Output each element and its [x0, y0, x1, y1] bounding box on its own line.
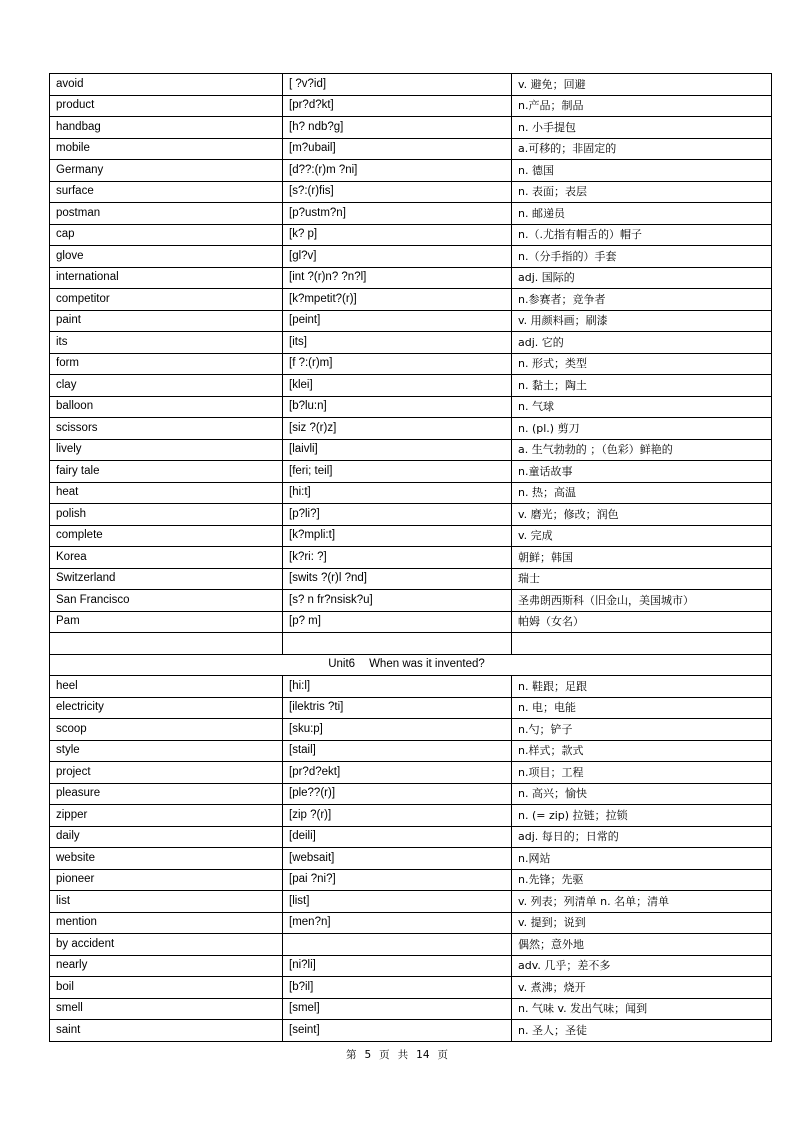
meaning-cell: adv. 几乎；差不多 — [512, 955, 772, 977]
meaning-cell: n. (pl.) 剪刀 — [512, 418, 772, 440]
phonetic-cell: [laivli] — [283, 439, 512, 461]
footer-di: 第 — [345, 1049, 357, 1061]
word-cell: clay — [50, 375, 283, 397]
phonetic-cell: [s? n fr?nsisk?u] — [283, 590, 512, 612]
phonetic-cell: [f ?:(r)m] — [283, 353, 512, 375]
phonetic-cell: [siz ?(r)z] — [283, 418, 512, 440]
unit-header-row — [50, 654, 772, 676]
phonetic-cell: [smel] — [283, 998, 512, 1020]
table-row — [50, 396, 772, 418]
meaning-cell: v. 避免；回避 — [512, 74, 772, 96]
table-row — [50, 310, 772, 332]
phonetic-cell: [websait] — [283, 848, 512, 870]
meaning-cell: n.网站 — [512, 848, 772, 870]
meaning-cell: adj. 它的 — [512, 332, 772, 354]
table-row — [50, 998, 772, 1020]
phonetic-cell: [ilektris ?ti] — [283, 697, 512, 719]
footer-total-pages: 14 — [416, 1049, 430, 1061]
word-cell: complete — [50, 525, 283, 547]
table-row — [50, 267, 772, 289]
word-cell: mobile — [50, 138, 283, 160]
table-row — [50, 246, 772, 268]
table-row — [50, 160, 772, 182]
phonetic-cell: [feri; teil] — [283, 461, 512, 483]
meaning-cell: a.可移的；非固定的 — [512, 138, 772, 160]
word-cell: style — [50, 740, 283, 762]
word-cell: international — [50, 267, 283, 289]
phonetic-cell: [p?ustm?n] — [283, 203, 512, 225]
meaning-cell: n.产品；制品 — [512, 95, 772, 117]
table-row — [50, 891, 772, 913]
vocabulary-table — [49, 73, 772, 1042]
phonetic-cell: [deili] — [283, 826, 512, 848]
meaning-cell: n. 气味 v. 发出气味；闻到 — [512, 998, 772, 1020]
table-row — [50, 482, 772, 504]
phonetic-cell: [zip ?(r)] — [283, 805, 512, 827]
phonetic-cell: [hi:l] — [283, 676, 512, 698]
meaning-cell: n.勺；铲子 — [512, 719, 772, 741]
meaning-cell: 偶然；意外地 — [512, 934, 772, 956]
phonetic-cell: [seint] — [283, 1020, 512, 1042]
phonetic-cell: [p?li?] — [283, 504, 512, 526]
word-cell: form — [50, 353, 283, 375]
word-cell: Pam — [50, 611, 283, 633]
table-row — [50, 783, 772, 805]
meaning-cell: v. 磨光；修改；润色 — [512, 504, 772, 526]
meaning-cell: v. 完成 — [512, 525, 772, 547]
phonetic-cell: [its] — [283, 332, 512, 354]
word-cell: website — [50, 848, 283, 870]
meaning-cell: v. 提到；说到 — [512, 912, 772, 934]
word-cell: Germany — [50, 160, 283, 182]
meaning-cell: a. 生气勃勃的 ；（色彩）鲜艳的 — [512, 439, 772, 461]
phonetic-cell: [int ?(r)n? ?n?l] — [283, 267, 512, 289]
table-row — [50, 977, 772, 999]
table-row — [50, 676, 772, 698]
footer-ye-2: 页 — [437, 1049, 449, 1061]
word-cell: paint — [50, 310, 283, 332]
word-cell: nearly — [50, 955, 283, 977]
table-row — [50, 955, 772, 977]
word-cell: its — [50, 332, 283, 354]
meaning-cell: adj. 国际的 — [512, 267, 772, 289]
meaning-cell: n.项目；工程 — [512, 762, 772, 784]
word-cell: Korea — [50, 547, 283, 569]
meaning-cell: n. 圣人；圣徒 — [512, 1020, 772, 1042]
word-cell: postman — [50, 203, 283, 225]
meaning-cell: 帕姆（女名） — [512, 611, 772, 633]
phonetic-cell: [k?mpli:t] — [283, 525, 512, 547]
phonetic-cell: [sku:p] — [283, 719, 512, 741]
word-cell: pleasure — [50, 783, 283, 805]
meaning-cell: n. 小手提包 — [512, 117, 772, 139]
table-row — [50, 848, 772, 870]
word-cell: glove — [50, 246, 283, 268]
word-cell: cap — [50, 224, 283, 246]
table-row — [50, 805, 772, 827]
table-row — [50, 224, 772, 246]
word-cell: electricity — [50, 697, 283, 719]
meaning-cell: n.童话故事 — [512, 461, 772, 483]
phonetic-cell: [ni?li] — [283, 955, 512, 977]
footer-gong: 共 — [397, 1049, 409, 1061]
meaning-cell: 圣弗朗西斯科（旧金山，美国城市） — [512, 590, 772, 612]
phonetic-cell: [stail] — [283, 740, 512, 762]
phonetic-cell: [ ?v?id] — [283, 74, 512, 96]
meaning-cell: n. 德国 — [512, 160, 772, 182]
word-cell: polish — [50, 504, 283, 526]
meaning-cell: n.（.尤指有帽舌的）帽子 — [512, 224, 772, 246]
meaning-cell: n. 表面；表层 — [512, 181, 772, 203]
table-row — [50, 289, 772, 311]
meaning-cell: n. 黏土；陶土 — [512, 375, 772, 397]
word-cell: daily — [50, 826, 283, 848]
meaning-cell: n. 形式；类型 — [512, 353, 772, 375]
empty-cell — [512, 633, 772, 655]
phonetic-cell: [m?ubail] — [283, 138, 512, 160]
table-row — [50, 912, 772, 934]
table-row — [50, 1020, 772, 1042]
word-cell: San Francisco — [50, 590, 283, 612]
word-cell: balloon — [50, 396, 283, 418]
meaning-cell: n. 鞋跟；足跟 — [512, 676, 772, 698]
meaning-cell: n. 电；电能 — [512, 697, 772, 719]
meaning-cell: n. 邮递员 — [512, 203, 772, 225]
table-row — [50, 719, 772, 741]
phonetic-cell: [pai ?ni?] — [283, 869, 512, 891]
table-row — [50, 439, 772, 461]
word-cell: boil — [50, 977, 283, 999]
phonetic-cell: [k?ri: ?] — [283, 547, 512, 569]
page-footer — [0, 1047, 794, 1062]
footer-page-number: 5 — [364, 1049, 372, 1061]
word-cell: pioneer — [50, 869, 283, 891]
meaning-cell: v. 列表；列清单 n. 名单；清单 — [512, 891, 772, 913]
empty-cell — [283, 633, 512, 655]
word-cell: smell — [50, 998, 283, 1020]
empty-row — [50, 633, 772, 655]
meaning-cell: v. 用颜料画；刷漆 — [512, 310, 772, 332]
meaning-cell: n.（分手指的）手套 — [512, 246, 772, 268]
phonetic-cell: [list] — [283, 891, 512, 913]
meaning-cell: 瑞士 — [512, 568, 772, 590]
table-row — [50, 117, 772, 139]
meaning-cell: n. (= zip) 拉链；拉锁 — [512, 805, 772, 827]
word-cell: list — [50, 891, 283, 913]
word-cell: project — [50, 762, 283, 784]
table-row — [50, 332, 772, 354]
empty-cell — [50, 633, 283, 655]
phonetic-cell: [k? p] — [283, 224, 512, 246]
meaning-cell: n. 高兴；愉快 — [512, 783, 772, 805]
word-cell: saint — [50, 1020, 283, 1042]
table-row — [50, 504, 772, 526]
word-cell: handbag — [50, 117, 283, 139]
phonetic-cell: [pr?d?ekt] — [283, 762, 512, 784]
word-cell: scoop — [50, 719, 283, 741]
meaning-cell: n. 气球 — [512, 396, 772, 418]
phonetic-cell: [s?:(r)fis] — [283, 181, 512, 203]
word-cell: heat — [50, 482, 283, 504]
phonetic-cell: [swits ?(r)l ?nd] — [283, 568, 512, 590]
phonetic-cell: [d??:(r)m ?ni] — [283, 160, 512, 182]
table-row — [50, 375, 772, 397]
table-row — [50, 138, 772, 160]
phonetic-cell: [b?lu:n] — [283, 396, 512, 418]
table-row — [50, 934, 772, 956]
meaning-cell: v. 煮沸；烧开 — [512, 977, 772, 999]
phonetic-cell: [peint] — [283, 310, 512, 332]
unit-header-cell — [50, 654, 772, 676]
table-row — [50, 826, 772, 848]
table-row — [50, 418, 772, 440]
phonetic-cell — [283, 934, 512, 956]
word-cell: Switzerland — [50, 568, 283, 590]
word-cell: surface — [50, 181, 283, 203]
meaning-cell: n.参赛者；竞争者 — [512, 289, 772, 311]
table-row — [50, 697, 772, 719]
table-row — [50, 762, 772, 784]
word-cell: lively — [50, 439, 283, 461]
word-cell: competitor — [50, 289, 283, 311]
phonetic-cell: [p? m] — [283, 611, 512, 633]
table-row — [50, 740, 772, 762]
phonetic-cell: [ple??(r)] — [283, 783, 512, 805]
table-row — [50, 203, 772, 225]
phonetic-cell: [klei] — [283, 375, 512, 397]
table-row — [50, 611, 772, 633]
table-row — [50, 181, 772, 203]
phonetic-cell: [gl?v] — [283, 246, 512, 268]
table-row — [50, 95, 772, 117]
word-cell: heel — [50, 676, 283, 698]
phonetic-cell: [pr?d?kt] — [283, 95, 512, 117]
vocabulary-table-body — [50, 74, 772, 1042]
word-cell: by accident — [50, 934, 283, 956]
word-cell: scissors — [50, 418, 283, 440]
word-cell: mention — [50, 912, 283, 934]
unit-label: Unit6 — [328, 658, 356, 671]
phonetic-cell: [hi:t] — [283, 482, 512, 504]
table-row — [50, 461, 772, 483]
table-row — [50, 869, 772, 891]
unit-title: When was it invented? — [369, 658, 485, 671]
meaning-cell: adj. 每日的；日常的 — [512, 826, 772, 848]
word-cell: fairy tale — [50, 461, 283, 483]
table-row — [50, 525, 772, 547]
table-row — [50, 590, 772, 612]
phonetic-cell: [men?n] — [283, 912, 512, 934]
meaning-cell: 朝鲜；韩国 — [512, 547, 772, 569]
phonetic-cell: [h? ndb?g] — [283, 117, 512, 139]
table-row — [50, 74, 772, 96]
word-cell: zipper — [50, 805, 283, 827]
meaning-cell: n. 热；高温 — [512, 482, 772, 504]
table-row — [50, 568, 772, 590]
table-row — [50, 547, 772, 569]
meaning-cell: n.样式；款式 — [512, 740, 772, 762]
word-cell: product — [50, 95, 283, 117]
table-row — [50, 353, 772, 375]
phonetic-cell: [k?mpetit?(r)] — [283, 289, 512, 311]
meaning-cell: n.先锋；先驱 — [512, 869, 772, 891]
word-cell: avoid — [50, 74, 283, 96]
phonetic-cell: [b?il] — [283, 977, 512, 999]
footer-ye: 页 — [379, 1049, 390, 1061]
